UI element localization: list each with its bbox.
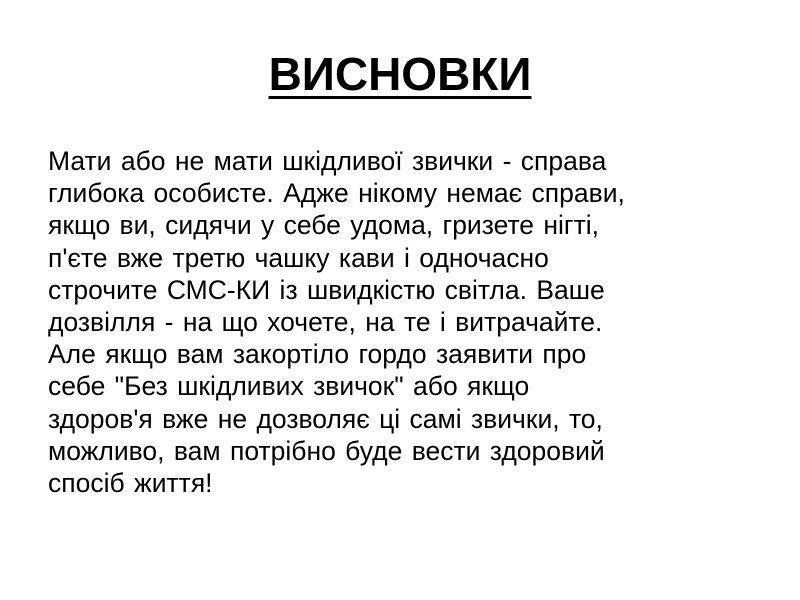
paragraph-line: себе "Без шкідливих звичок" або якщо [48, 371, 530, 402]
paragraph-line: строчите СМС-КИ із швидкістю світла. Ваше [48, 274, 605, 305]
paragraph-line: спосіб життя! [48, 468, 213, 499]
paragraph-line: дозвілля - на що хочете, на те і витрачайте. [48, 307, 603, 338]
paragraph-line: глибока особисте. Адже нікому немає справи, [48, 178, 625, 209]
paragraph-line: здоров'я вже не дозволяє ці самі звички, то, [48, 403, 603, 434]
paragraph-line: можливо, вам потрібно буде вести здоровий [48, 435, 605, 466]
paragraph-line: п'єте вже третю чашку кави і одночасно [48, 242, 549, 273]
paragraph-line: Мати або не мати шкідливої звички - справа [48, 146, 607, 176]
slide-body-paragraph [48, 145, 788, 499]
paragraph-line: Але якщо вам закортіло гордо заявити про [48, 339, 587, 370]
slide-title: ВИСНОВКИ [268, 48, 532, 100]
paragraph-line: якщо ви, сидячи у себе удома, гризете нігті, [48, 210, 599, 241]
